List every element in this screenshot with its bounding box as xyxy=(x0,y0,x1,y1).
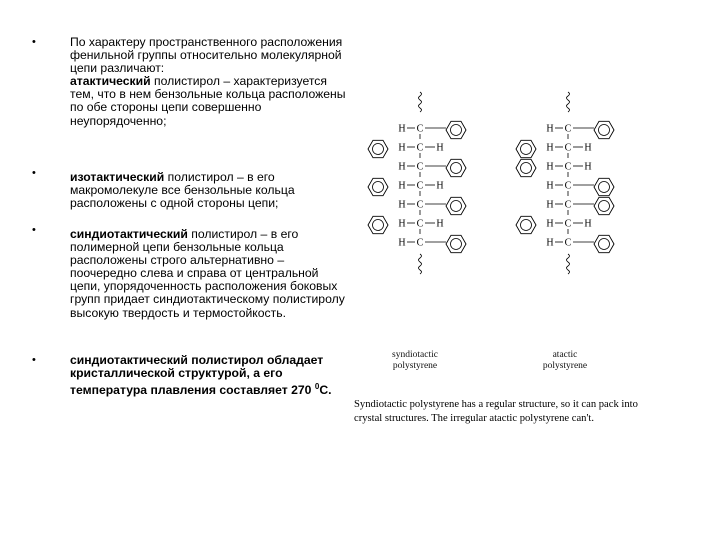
atactic-chain-end-top xyxy=(567,92,570,112)
atactic-phenyl-ring-aromatic xyxy=(599,182,610,193)
atactic-phenyl-ring xyxy=(594,235,614,252)
bullet-term: изотактический xyxy=(70,170,165,184)
syndiotactic-hydrogen-atom: H xyxy=(398,180,406,192)
atactic-carbon-atom: C xyxy=(564,218,572,230)
syndiotactic-carbon-atom: C xyxy=(416,180,424,192)
atactic-hydrogen-atom: H xyxy=(546,218,554,230)
atactic-phenyl-ring-left xyxy=(516,140,536,157)
syndiotactic-carbon-atom: C xyxy=(416,199,424,211)
bullet-marker: • xyxy=(32,354,36,366)
atactic-phenyl-ring-left-aromatic xyxy=(521,220,532,231)
atactic-hydrogen-atom: H xyxy=(546,142,554,154)
syndiotactic-phenyl-ring-left xyxy=(368,216,388,233)
syndiotactic-hydrogen-atom: H xyxy=(436,218,444,230)
atactic-phenyl-ring xyxy=(594,197,614,214)
bullet-text-part: полистирол – в его полимерной цепи бензольные кольца расположены строго альтернативно – поочередно слева и справа от центральной цепи, упорядоченность расположения боковых групп придает синдиотактическому полистиролу высокую твердость и термостойкость. xyxy=(70,227,345,320)
atactic-phenyl-ring-left xyxy=(516,216,536,233)
syndiotactic-carbon-atom: C xyxy=(416,123,424,135)
degree-superscript: 0 xyxy=(314,382,320,392)
syndiotactic-hydrogen-atom: H xyxy=(398,142,406,154)
polystyrene-structures-figure xyxy=(360,90,660,390)
atactic-hydrogen-atom: H xyxy=(546,161,554,173)
atactic-phenyl-ring-aromatic xyxy=(599,201,610,212)
bullet-text-part: С. xyxy=(319,383,332,398)
syndiotactic-hydrogen-atom: H xyxy=(398,123,406,135)
syndiotactic-caption-text: syndiotactic polystyrene xyxy=(392,350,438,371)
atactic-phenyl-ring-left-aromatic xyxy=(521,144,532,155)
syndiotactic-hydrogen-atom: H xyxy=(398,218,406,230)
syndiotactic-carbon-atom: C xyxy=(416,161,424,173)
syndiotactic-phenyl-ring xyxy=(446,121,466,138)
atactic-phenyl-ring xyxy=(594,121,614,138)
atactic-hydrogen-atom: H xyxy=(584,142,592,154)
syndiotactic-phenyl-ring-left-aromatic xyxy=(373,220,384,231)
bullet-marker: • xyxy=(32,36,36,48)
atactic-phenyl-ring xyxy=(594,178,614,195)
syndiotactic-carbon-atom: C xyxy=(416,218,424,230)
atactic-carbon-atom: C xyxy=(564,180,572,192)
bullet-term: синдиотактический xyxy=(70,227,188,241)
syndiotactic-phenyl-ring xyxy=(446,197,466,214)
polymer-chains-diagram xyxy=(360,90,660,390)
syndiotactic-phenyl-ring xyxy=(446,159,466,176)
syndiotactic-phenyl-ring xyxy=(446,235,466,252)
atactic-phenyl-ring-aromatic xyxy=(599,125,610,136)
atactic-hydrogen-atom: H xyxy=(584,218,592,230)
atactic-hydrogen-atom: H xyxy=(584,161,592,173)
atactic-phenyl-ring-left xyxy=(516,159,536,176)
bullet-text-part: полистирол – характеризуется тем, что в нем бензольные кольца расположены по обе стороны цепи совершенно неупорядоченно; xyxy=(70,74,346,128)
syndiotactic-hydrogen-atom: H xyxy=(436,180,444,192)
figure-description: Syndiotactic polystyrene has a regular structure, so it can pack into crystal structures. The irregular atactic polystyrene can't. xyxy=(354,399,638,424)
atactic-carbon-atom: C xyxy=(564,123,572,135)
atactic-phenyl-ring-left-aromatic xyxy=(521,163,532,174)
syndiotactic-phenyl-ring-left-aromatic xyxy=(373,144,384,155)
atactic-caption xyxy=(520,350,610,372)
bullet-marker: • xyxy=(32,224,36,236)
bullet-text xyxy=(70,171,352,210)
bullet-text-part: полистирол – в его макромолекуле все бензольные кольца расположены с одной стороны цепи; xyxy=(70,170,295,211)
atactic-hydrogen-atom: H xyxy=(546,199,554,211)
atactic-chain-end-bottom xyxy=(567,254,570,274)
syndiotactic-hydrogen-atom: H xyxy=(398,161,406,173)
syndiotactic-hydrogen-atom: H xyxy=(398,237,406,249)
syndiotactic-phenyl-ring-aromatic xyxy=(451,163,462,174)
bullet-term: атактический xyxy=(70,74,151,89)
bullet-marker: • xyxy=(32,167,36,179)
bullet-text-part: синдиотактический полистирол обладает кристаллической структурой, а его температура плавления составляет 270 xyxy=(70,353,324,398)
bullet-text xyxy=(70,354,352,397)
atactic-phenyl-ring-aromatic xyxy=(599,239,610,250)
syndiotactic-chain-end-top xyxy=(419,92,422,112)
syndiotactic-phenyl-ring-left xyxy=(368,140,388,157)
atactic-hydrogen-atom: H xyxy=(546,237,554,249)
syndiotactic-phenyl-ring-left-aromatic xyxy=(373,182,384,193)
atactic-carbon-atom: C xyxy=(564,161,572,173)
syndiotactic-phenyl-ring-aromatic xyxy=(451,201,462,212)
atactic-hydrogen-atom: H xyxy=(546,180,554,192)
syndiotactic-phenyl-ring-aromatic xyxy=(451,239,462,250)
atactic-caption-text: atactic polystyrene xyxy=(542,350,588,371)
syndiotactic-hydrogen-atom: H xyxy=(398,199,406,211)
syndiotactic-carbon-atom: C xyxy=(416,142,424,154)
syndiotactic-hydrogen-atom: H xyxy=(436,142,444,154)
syndiotactic-caption xyxy=(370,350,460,372)
bullet-text xyxy=(70,36,352,128)
bullet-text-part: По характеру пространственного расположения фенильной группы относительно молекулярной цепи различают: xyxy=(70,35,343,76)
atactic-hydrogen-atom: H xyxy=(546,123,554,135)
atactic-carbon-atom: C xyxy=(564,142,572,154)
syndiotactic-phenyl-ring-left xyxy=(368,178,388,195)
syndiotactic-carbon-atom: C xyxy=(416,237,424,249)
syndiotactic-phenyl-ring-aromatic xyxy=(451,125,462,136)
atactic-carbon-atom: C xyxy=(564,199,572,211)
atactic-carbon-atom: C xyxy=(564,237,572,249)
syndiotactic-chain-end-bottom xyxy=(419,254,422,274)
bullet-text xyxy=(70,228,352,320)
